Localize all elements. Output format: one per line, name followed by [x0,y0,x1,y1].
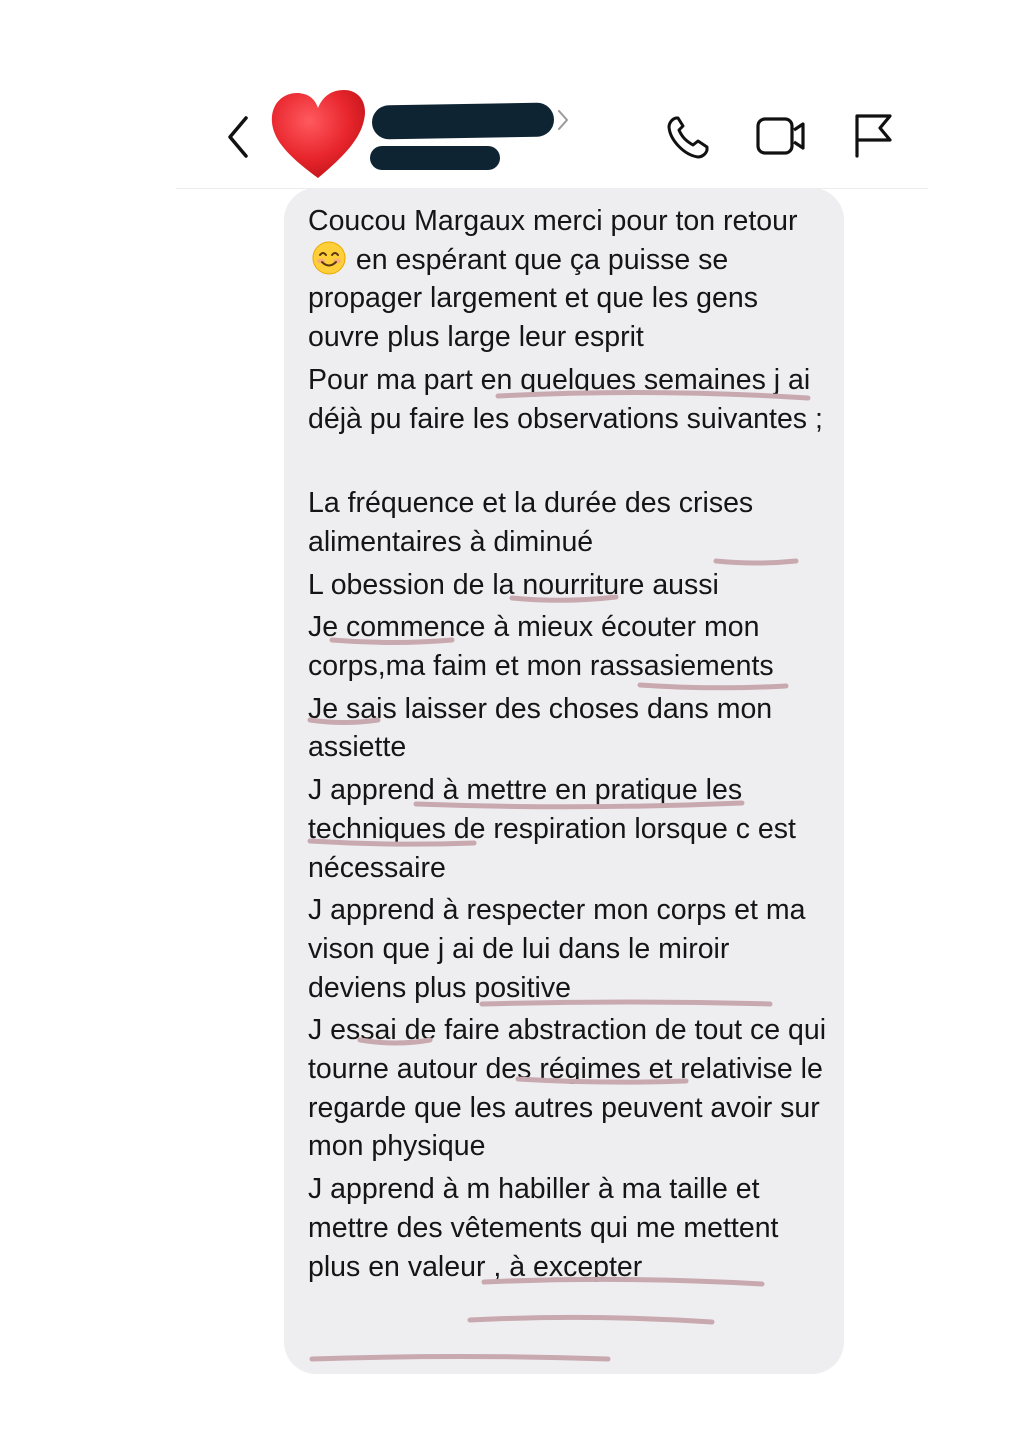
phone-icon[interactable] [666,114,710,160]
heart-avatar-icon[interactable] [266,86,370,182]
bottom-crop [0,1374,1018,1440]
contact-status-redaction [370,146,500,170]
message-paragraph [308,202,828,357]
message-text [308,202,828,1290]
message-paragraph: Je sais laisser des choses dans mon assiette [308,692,773,764]
chevron-right-icon[interactable] [556,108,570,132]
message-paragraph: J apprend à respecter mon corps et ma vison que j ai de lui dans le miroir deviens plus positive [308,894,806,1004]
message-paragraph: J apprend à mettre en pratique les techniques de respiration lorsque c est nécessaire [308,774,796,884]
message-paragraph: Pour ma part en quelques semaines j ai déjà pu faire les observations suivantes ; [308,363,823,435]
message-paragraph: J apprend à m habiller à ma taille et mettre des vêtements qui me mettent plus en valeur , à excepter [308,1173,779,1283]
chevron-left-icon[interactable] [222,114,256,160]
message-paragraph: Je commence à mieux écouter mon corps,ma faim et mon rassasiements [308,611,774,683]
chat-header [0,0,1018,190]
message-line: Coucou Margaux merci pour ton retour [308,205,798,237]
flag-icon[interactable] [852,112,894,158]
received-message-bubble[interactable] [284,188,844,1374]
video-camera-icon[interactable] [756,116,806,156]
contact-name-redaction [372,102,555,139]
message-paragraph: L obession de la nourriture aussi [308,568,719,601]
smiling-face-emoji-icon [312,241,346,275]
message-line: en espérant que ça puisse se propager largement et que les gens ouvre plus large leur esprit [308,243,758,354]
message-paragraph: J essai de faire abstraction de tout ce qui tourne autour des régimes et relativise le regarde que les autres peuvent avoir sur mon physique [308,1014,827,1163]
message-paragraph: La fréquence et la durée des crises alimentaires à diminué [308,487,754,558]
